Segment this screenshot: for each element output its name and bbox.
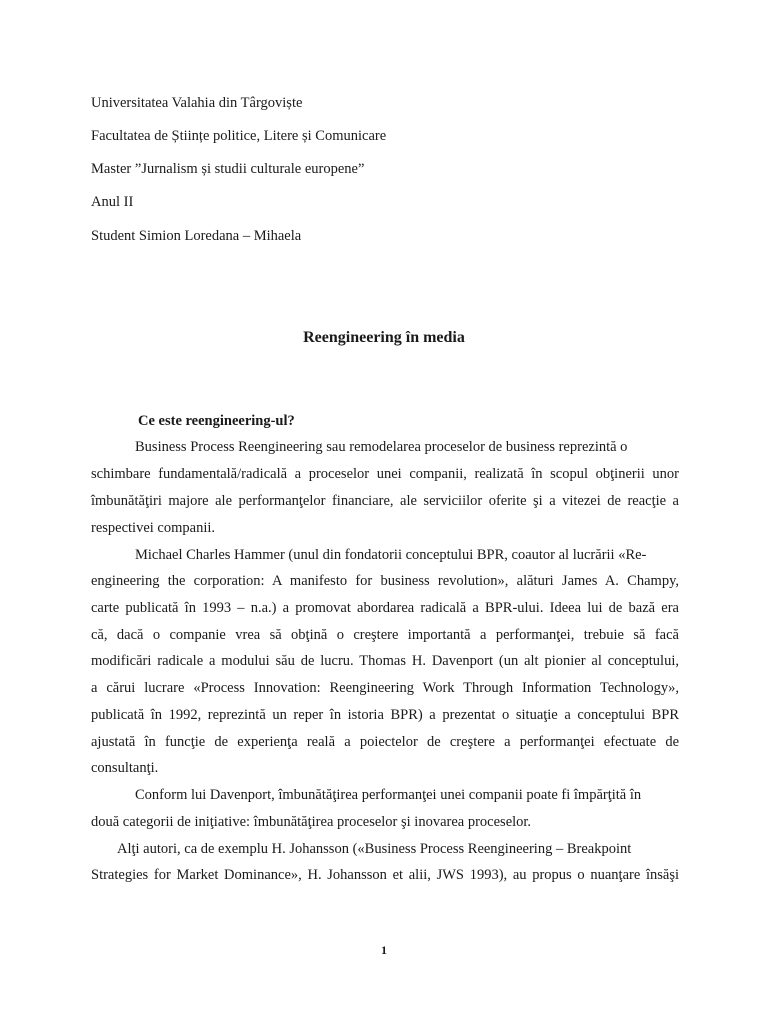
body-line: consultanţi.: [91, 760, 159, 776]
section-heading: Ce este reengineering-ul?: [138, 413, 295, 429]
body-line: că, dacă o companie vrea să obţină o creştere importantă a performanţei, trebuie să facă: [91, 627, 679, 643]
body-line: a cărui lucrare «Process Innovation: Reengineering Work Through Information Technology»,: [91, 680, 679, 696]
master-line: Master ”Jurnalism și studii culturale europene”: [91, 161, 365, 177]
body-line: Alţi autori, ca de exemplu H. Johansson («Business Process Reengineering – Breakpoint: [117, 841, 632, 857]
student-line: Student Simion Loredana – Mihaela: [91, 228, 302, 244]
body-line: engineering the corporation: A manifesto for business revolution», alături James A. Champy,: [91, 573, 679, 589]
document-title: Reengineering în media: [303, 329, 465, 346]
body-line: publicată în 1992, reprezintă un reper în istoria BPR) a prezentat o situaţie a conceptului BPR: [91, 707, 679, 723]
body-line: carte publicată în 1993 – n.a.) a promovat abordarea radicală a BPR-ului. Ideea lui de bază era: [91, 600, 679, 616]
body-line: schimbare fundamentală/radicală a proceselor unei companii, realizată în scopul obţinerii unor: [91, 466, 679, 482]
body-line: Strategies for Market Dominance», H. Johansson et alii, JWS 1993), au propus o nuanţare însăşi: [91, 867, 679, 883]
body-line: respectivei companii.: [91, 520, 216, 536]
body-line: Conform lui Davenport, îmbunătăţirea performanţei unei companii poate fi împărţită în: [135, 787, 642, 803]
university-line: Universitatea Valahia din Târgoviște: [91, 95, 303, 111]
body-line: ajustată în funcţie de experienţa reală a poiectelor de creştere a performanţei efectuate de: [91, 734, 679, 750]
body-line: modificări radicale a modului său de lucru. Thomas H. Davenport (un alt pionier al conceptului,: [91, 653, 679, 669]
body-line: Business Process Reengineering sau remodelarea proceselor de business reprezintă o: [135, 439, 628, 455]
year-line: Anul II: [91, 194, 134, 210]
page-number: 1: [381, 943, 387, 957]
body-line: îmbunătăţiri majore ale performanţelor financiare, ale serviciilor oferite şi a vitezei de reacţie a: [91, 493, 679, 509]
body-line: Michael Charles Hammer (unul din fondatorii conceptului BPR, coautor al lucrării «Re-: [135, 547, 647, 563]
body-line: două categorii de iniţiative: îmbunătăţirea proceselor şi inovarea proceselor.: [91, 814, 532, 830]
faculty-line: Facultatea de Științe politice, Litere și Comunicare: [91, 128, 387, 144]
